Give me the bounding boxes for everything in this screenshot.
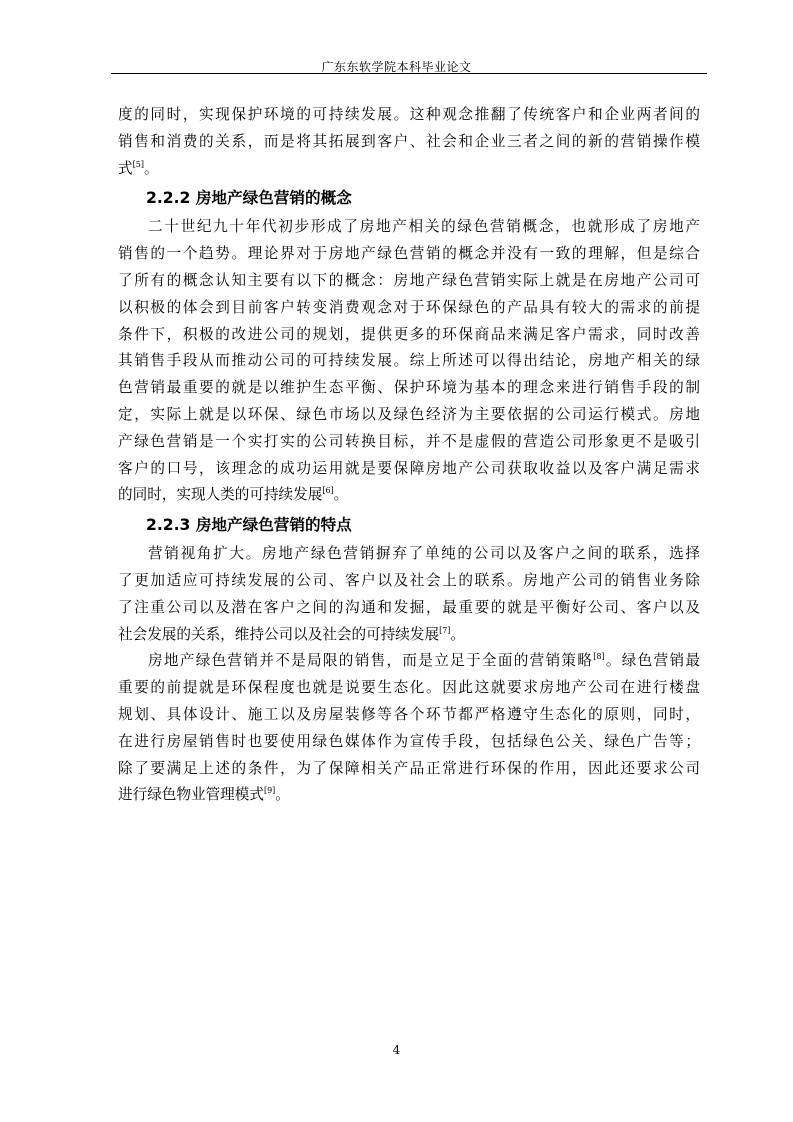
text-fragment: 。 (143, 159, 159, 177)
text-line: 度的同时，实现保护环境的可持续发展。这种观念推翻了传统客户和企业两者间的 (118, 106, 700, 123)
text-fragment: 。 (275, 786, 290, 804)
text-fragment: 进行绿色物业管理模式 (118, 786, 264, 804)
text-line: 以积极的体会到目前客户转变消费观念对于环保绿色的产品具有较大的需求的前提 (118, 298, 700, 316)
body-text (118, 102, 700, 809)
citation-marker: [6] (322, 486, 334, 496)
text-line: 条件下，积极的改进公司的规划，提供更多的环保商品来满足客户需求，同时改善 (118, 325, 700, 343)
text-line: 客户的口号，该理念的成功运用就是要保障房地产公司获取收益以及客户满足需求 (118, 459, 700, 477)
text-line: 其销售手段从而推动公司的可持续发展。综上所述可以得出结论，房地产相关的绿 (118, 352, 700, 370)
text-fragment: 的同时，实现人类的可持续发展 (118, 486, 323, 504)
text-line: 重要的前提就是环保程度也就是说要生态化。因此这就要求房地产公司在进行楼盘 (118, 679, 700, 697)
section-heading: 2.2.2 房地产绿色营销的概念 (146, 189, 352, 208)
paragraph (118, 102, 700, 182)
section-heading: 2.2.3 房地产绿色营销的特点 (146, 516, 352, 535)
citation-marker: [5] (132, 159, 144, 169)
page-number: 4 (392, 1043, 401, 1057)
text-line: 二十世纪九十年代初步形成了房地产相关的绿色营销概念，也就形成了房地产 (148, 218, 700, 236)
text-line: 营销视角扩大。房地产绿色营销摒弃了单纯的公司以及客户之间的联系，选择 (148, 545, 700, 563)
citation-marker: [8] (593, 652, 605, 662)
text-line: 了所有的概念认知主要有以下的概念：房地产绿色营销实际上就是在房地产公司可 (118, 271, 700, 289)
running-header: 广东东软学院本科毕业论文 (321, 60, 472, 74)
citation-marker: [7] (439, 625, 451, 635)
text-fragment: 社会发展的关系，维持公司以及社会的可持续发展 (118, 625, 440, 643)
text-line (118, 482, 700, 509)
paragraph (118, 541, 700, 648)
text-line: 在进行房屋销售时也要使用绿色媒体作为宣传手段，包括绿色公关、绿色广告等； (118, 732, 700, 750)
text-line: 产绿色营销是一个实打实的公司转换目标，并不是虚假的营造公司形象更不是吸引 (118, 432, 700, 450)
text-fragment: 房地产绿色营销并不是局限的销售，而是立足于全面的营销策略 (148, 652, 594, 670)
text-line (118, 648, 700, 675)
text-line: 了注重公司以及潜在客户之间的沟通和发掘，最重要的就是平衡好公司、客户以及 (118, 598, 700, 616)
text-fragment: 式 (118, 159, 133, 177)
text-line: 销售和消费的关系，而是将其拓展到客户、社会和企业三者之间的新的营销操作模 (118, 132, 700, 150)
text-line (118, 782, 700, 809)
text-fragment: 。 (450, 625, 466, 643)
text-line: 除了要满足上述的条件，为了保障相关产品正常进行环保的作用，因此还要求公司 (118, 759, 700, 777)
paragraph (118, 648, 700, 809)
text-line (118, 622, 700, 649)
text-fragment: 。 (333, 486, 349, 504)
citation-marker: [9] (263, 786, 276, 796)
text-line: 规划、具体设计、施工以及房屋装修等各个环节都严格遵守生态化的原则，同时， (118, 705, 700, 723)
text-line (118, 156, 700, 183)
paragraph (118, 214, 700, 509)
text-line: 销售的一个趋势。理论界对于房地产绿色营销的概念并没有一致的理解，但是综合 (118, 245, 700, 263)
header-divider (111, 73, 707, 74)
text-line: 色营销最重要的就是以维护生态平衡、保护环境为基本的理念来进行销售手段的制 (118, 379, 700, 397)
text-line: 了更加适应可持续发展的公司、客户以及社会上的联系。房地产公司的销售业务除 (118, 571, 700, 589)
text-fragment: 。绿色营销最 (604, 652, 700, 670)
text-line: 定，实际上就是以环保、绿色市场以及绿色经济为主要依据的公司运行模式。房地 (118, 405, 700, 423)
